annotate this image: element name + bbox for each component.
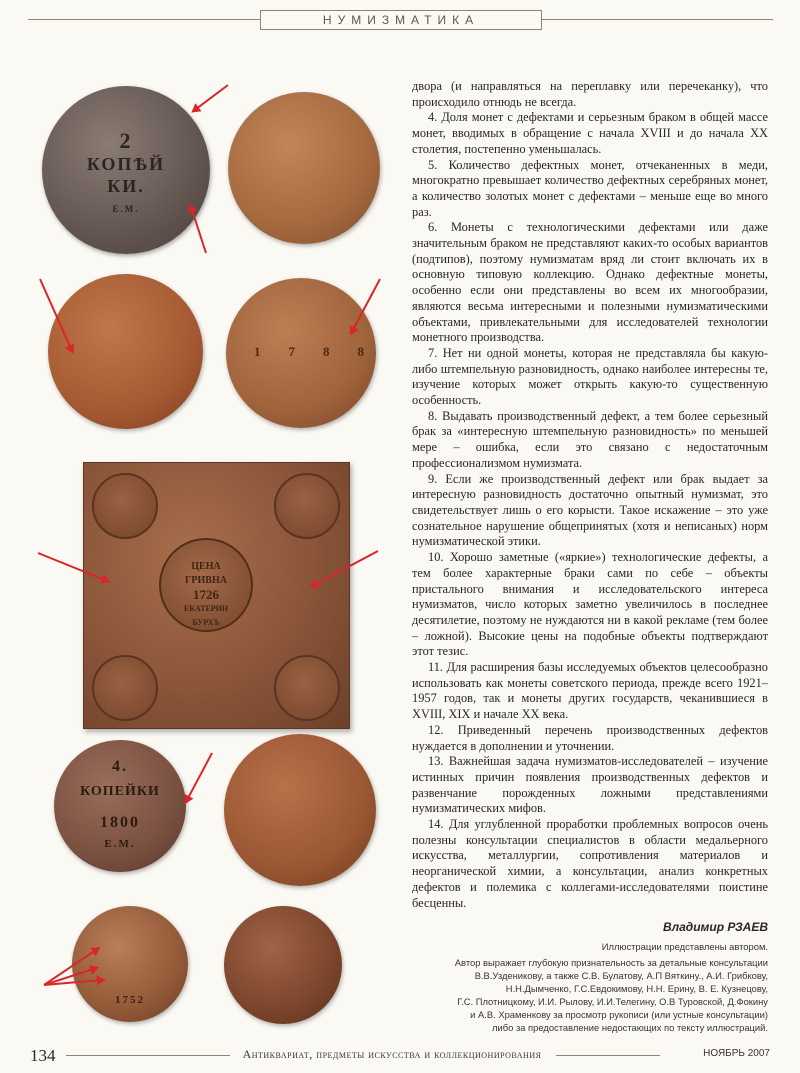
footer-rule-left (66, 1055, 230, 1056)
coin7-year: 1752 (115, 994, 145, 1006)
paragraph-8: 8. Выдавать производственный дефект, а тем более серьезный брак за «интересную штемпельную разновидность» по меньшей мере – ошибка, если это связано с недостаточным профессионализмом нумизмата. (412, 408, 768, 470)
coin4-year: 1788 (254, 344, 392, 359)
arrow-coin1-top (192, 84, 228, 112)
coin-monogram-1788 (226, 278, 392, 428)
coin1-line2: КОПѢЙ (86, 154, 166, 174)
paragraph-continuation: двора (и направляться на переплавку или перечеканку), что происходило отнюдь не всегда. (412, 79, 768, 109)
paragraph-14: 14. Для углубленной проработки проблемных вопросов очень полезны консультации специалистов в области медальерного искусства, металлургии, сопротивления материалов и неорганической химии, а консультации, анализ конкретных дефектов и полемика с коллегами-исследователями поистине бесценны. (412, 817, 768, 910)
issue-date: НОЯБРЬ 2007 (703, 1048, 770, 1059)
plate-line5: БУРХЪ (192, 618, 220, 627)
coin-2-kopeks-1800s (42, 86, 210, 254)
coin-4-kopeks-1800 (54, 740, 186, 872)
page-number: 134 (30, 1046, 56, 1065)
coin5-line2: КОПЕЙКИ (80, 784, 160, 799)
paragraph-12: 12. Приведенный перечень производственных дефектов нуждается в дополнении и уточнении. (412, 722, 768, 753)
paragraph-6: 6. Монеты с технологическими дефектами или даже значительным браком не представляют каких-то особых вариантов (подтипов), поэтому нумизматам вряд ли стоит включать их в основную типовую коллекцию. Однако дефектные монеты, особенно если они представлены во всем их многообразии, являются весьма интересными и полезными нумизматическими объектами, привлекательными для исследователей технологии монетного производства. (412, 220, 768, 345)
magazine-title: Антиквариат, предметы искусства и коллекционирования (242, 1047, 542, 1061)
plate-line3: 1726 (193, 587, 219, 602)
plate-stamp-top-left (92, 473, 158, 539)
paragraph-13: 13. Важнейшая задача нумизматов-исследователей – изучение истинных причин появления производственных дефектов и развенчание порожденных ложными представлениями нумизматических мифов. (412, 754, 768, 816)
paragraph-7: 7. Нет ни одной монеты, которая не представляла бы какую-либо штемпельную разновидность, однако наиболее интересны те, изучение которых может открыть какую-то существенную особенность. (412, 345, 768, 408)
plate-money-1726 (83, 462, 350, 729)
section-header (0, 10, 800, 30)
coin5-line1: 4. (112, 758, 128, 775)
plate-stamp-bottom-left (92, 655, 158, 721)
ack-line-6: либо за предоставление недостающих по тексту иллюстраций. (492, 1022, 768, 1033)
acknowledgements (405, 940, 768, 1034)
ack-line-1: Автор выражает глубокую признательность за детальные консультации (454, 957, 768, 968)
author-byline: Владимир РЗАЕВ (662, 920, 768, 934)
plate-stamp-bottom-right (274, 655, 340, 721)
plate-line2: ГРИВНА (185, 575, 227, 586)
ack-line-3: Н.Н.Дымченко, Г.С.Евдокимову, Н.Н. Ерину, В. Е. Кузнецову, (505, 983, 768, 994)
header-rule-left (28, 19, 260, 20)
header-rule-right (541, 19, 773, 20)
illustrations-note: Иллюстрации представлены автором. (601, 941, 768, 952)
article-body (412, 79, 768, 911)
plate-stamp-top-right (274, 473, 340, 539)
paragraph-9: 9. Если же производственный дефект или брак выдает за интересную разновидность достаточно опытный нумизмат, это свидетельствует лишь о его корысти. Такое искажение – это уже сознательное нарушение общепринятых (хотя и неписаных) норм нумизматической этики. (412, 471, 768, 549)
arrow-coin5 (185, 753, 213, 803)
paragraph-4: 4. Доля монет с дефектами и серьезным браком в общей массе монет, вводимых в обращение с начала XVIII и до начала XX столетия, постепенно уменьшалась. (412, 110, 768, 156)
ack-line-4: Г.С. Плотницкому, И.И. Рылову, И.И.Телегину, О.В Туровской, Д.Фокину (457, 996, 768, 1007)
plate-line1: ЦЕНА (191, 561, 221, 572)
coin5-line4: Е.М. (104, 838, 136, 850)
plate-center-stamp (159, 538, 253, 632)
paragraph-5: 5. Количество дефектных монет, отчеканенных в меди, многократно превышает количество дефектных серебряных монет, а количество золотых монет с дефектами – меньше еще во много раз. (412, 157, 768, 219)
coin1-line4: Е.М. (112, 204, 140, 214)
coin-eagle-reverse (224, 734, 376, 886)
coin-rider-reverse (228, 92, 380, 244)
ack-line-2: В.В.Узденикову, а также С.В. Булатову, А.П Вяткину., А.И. Грибкову, (474, 970, 768, 981)
coin1-line3: КИ. (107, 176, 145, 196)
section-title: НУМИЗМАТИКА (260, 10, 542, 30)
illustrations-column (28, 72, 403, 1042)
coin1-line1: 2 (119, 128, 133, 153)
page-footer (0, 1046, 800, 1066)
coin5-line3: 1800 (100, 814, 140, 831)
ack-line-5: и А.В. Храменкову за просмотр рукописи (или устные консультации) (470, 1009, 768, 1020)
paragraph-11: 11. Для расширения базы исследуемых объектов целесообразно использовать как монеты советского периода, прежде всего 1921–1957 годов, так и монеты других государств, чеканившиеся в XVIII, XIX и начале XX века. (412, 660, 768, 722)
plate-line4: ЕКАТЕРИН (183, 604, 229, 613)
paragraph-10: 10. Хорошо заметные («яркие») технологические дефекты, а тем более характерные браки сами по себе – объекты пристального внимания и исследовательского интереса нумизматов, число которых заметно увеличилось в последнее десятилетие, поэтому не нуждаются ни в какой рекламе (тем более – ложной). Высокие цены на подобные объекты подтверждают этот тезис. (412, 550, 768, 659)
footer-rule-right (556, 1055, 660, 1056)
coin-worn-reverse (224, 906, 342, 1024)
